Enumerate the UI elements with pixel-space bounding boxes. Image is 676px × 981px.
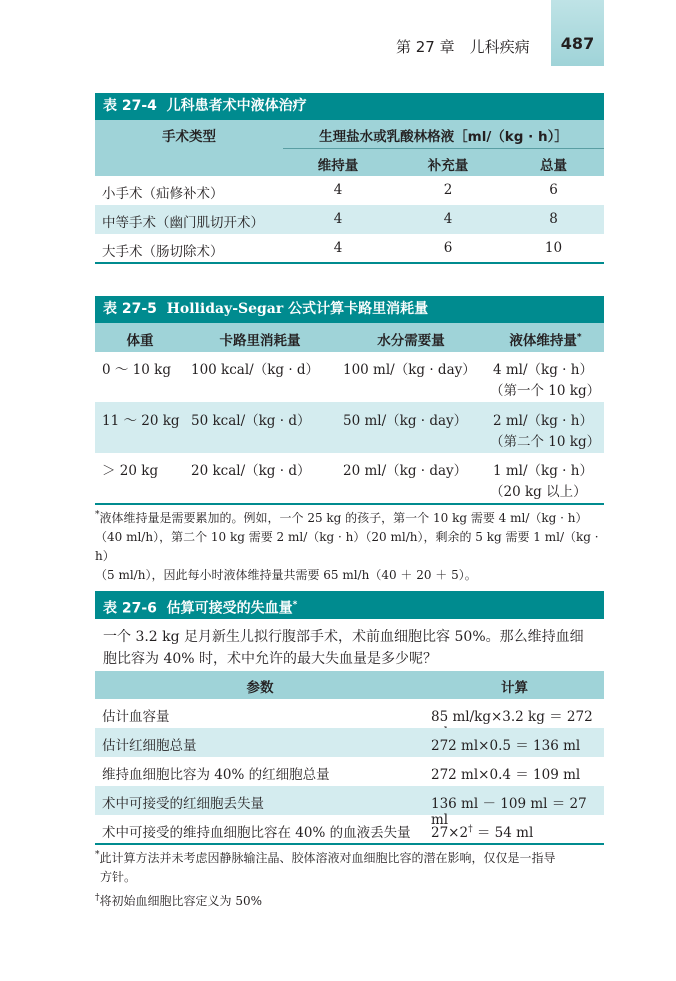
footnote-text: 此计算方法并未考虑因静脉输注晶、胶体溶液对血细胞比容的潜在影响，仅仅是一指导 (99, 851, 556, 865)
table-number: 表 27-4 (103, 98, 157, 114)
footnote-line (95, 889, 610, 911)
chapter-title: 第 27 章 儿科疾病 (396, 38, 530, 56)
cell-value: （20 kg 以上） (490, 484, 587, 500)
cell-value: 2 ml/（kg · h） (493, 413, 593, 429)
col-water: 水分需要量 (377, 333, 445, 349)
table-number: 表 27-6 (103, 600, 157, 617)
cell-value: 6 (443, 240, 453, 256)
col-parameter: 参数 (246, 680, 274, 696)
cell-value: 50 ml/（kg · day） (343, 413, 468, 429)
cell-value: 6 (549, 182, 558, 198)
table-row (95, 699, 604, 728)
col-weight: 体重 (126, 333, 154, 349)
footnote-line (95, 506, 610, 528)
row-label: 估计红细胞总量 (102, 738, 197, 754)
col-group-fluids: 生理盐水或乳酸林格液［ml/（kg · h）］ (319, 129, 568, 145)
footnote-line: （5 ml/h），因此每小时液体维持量共需要 65 ml/h（40 ＋ 20 ＋ 5）。 (95, 568, 477, 582)
cell-value: 85 ml/kg×3.2 kg ＝ 272 (431, 709, 593, 725)
footnote-mark: † (95, 893, 100, 903)
footnote-line: （40 ml/h），第二个 10 kg 需要 2 ml/（kg · h）（20 ml/h），剩余的 5 kg 需要 1 ml/（kg · h） (95, 530, 599, 563)
table-header (95, 120, 604, 176)
cell-value: 20 ml/（kg · day） (343, 463, 468, 479)
calc-part: 27×2 (431, 825, 469, 841)
cell-value: 4 (333, 240, 343, 256)
row-label: 小手术（疝修补术） (102, 186, 224, 202)
table-title-text: 公式计算卡路里消耗量 (288, 301, 429, 317)
table-number: 表 27-5 (103, 301, 157, 317)
table-27-6 (95, 591, 604, 845)
table-row (95, 402, 604, 453)
table-title (95, 591, 604, 619)
question-line: 一个 3.2 kg 足月新生儿拟行腹部手术，术前血细胞比容 50%。那么维持血细 (103, 629, 584, 645)
row-label: 11 ～ 20 kg (102, 413, 180, 429)
cell-value: 100 kcal/（kg · d） (191, 362, 320, 378)
page-number: 487 (560, 34, 595, 53)
row-label: ＞ 20 kg (102, 463, 159, 479)
cell-value: 4 (333, 211, 343, 227)
table-row (95, 352, 604, 402)
footnote-mark: † (468, 824, 473, 835)
footnote-line (95, 846, 610, 868)
footnote-text: 将初始血细胞比容定义为 50% (99, 894, 262, 908)
cell-value: （第一个 10 kg） (490, 383, 601, 399)
footnote-text: 液体维持量是需要累加的。例如，一个 25 kg 的孩子，第一个 10 kg 需要 4 ml/（kg · h） (99, 511, 588, 525)
col-calories: 卡路里消耗量 (219, 333, 301, 349)
table-title (95, 296, 604, 323)
cell-value: 4 (333, 182, 343, 198)
cell-value: 100 ml/（kg · day） (343, 362, 476, 378)
table-27-5-footnote (95, 506, 610, 585)
table-row (95, 176, 604, 205)
row-label: 术中可接受的维持血细胞比容在 40% 的血液丢失量 (102, 825, 411, 841)
table-row (95, 815, 604, 845)
table-title-text: 估算可接受的失血量 (166, 600, 293, 617)
col-replacement: 补充量 (427, 158, 469, 174)
footnote-mark: * (292, 600, 298, 610)
table-title-en: Holliday-Segar (166, 301, 284, 317)
col-calculation: 计算 (501, 680, 528, 696)
row-label: 0 ～ 10 kg (102, 362, 171, 378)
footnote-mark: * (95, 850, 100, 860)
row-label: 估计血容量 (102, 709, 170, 725)
cell-value: 272 ml×0.4 ＝ 109 ml (431, 767, 581, 783)
cell-value (431, 821, 533, 841)
table-title (95, 93, 604, 120)
col-surgery-type: 手术类型 (162, 129, 216, 145)
footnote-line: 方针。 (100, 870, 137, 884)
col-maintenance: 维持量 (317, 158, 359, 174)
page-header (0, 0, 676, 66)
table-27-5 (95, 296, 604, 505)
row-label: 维持血细胞比容为 40% 的红细胞总量 (102, 767, 330, 783)
table-title-text: 儿科患者术中液体治疗 (166, 98, 307, 114)
table-27-6-footnotes (95, 846, 610, 911)
table-row (95, 234, 604, 264)
cell-value: 1 ml/（kg · h） (493, 463, 593, 479)
col-fluid (487, 329, 604, 349)
col-fluid-label: 液体维持量 (509, 333, 577, 349)
cell-value: 136 ml － 109 ml ＝ 27 ml (431, 796, 587, 828)
cell-value: 10 (544, 240, 563, 256)
table-header (95, 671, 604, 699)
question-line: 胞比容为 40% 时，术中允许的最大失血量是多少呢？ (103, 651, 438, 667)
row-label: 大手术（肠切除术） (102, 244, 224, 260)
footnote-mark: * (95, 510, 100, 520)
footnote-mark: * (576, 332, 582, 343)
col-total: 总量 (540, 158, 567, 174)
row-label: 术中可接受的红细胞丢失量 (102, 796, 264, 812)
cell-value: 2 (443, 182, 453, 198)
page-number-tab (551, 0, 604, 66)
table-row (95, 205, 604, 234)
calc-part: ＝ 54 ml (472, 825, 534, 841)
table-question (95, 619, 604, 671)
table-27-4 (95, 93, 604, 264)
table-row (95, 453, 604, 505)
cell-value: 20 kcal/（kg · d） (191, 463, 311, 479)
cell-value: 4 (443, 211, 453, 227)
table-row (95, 786, 604, 828)
table-row (95, 757, 604, 786)
cell-value: 272 ml×0.5 ＝ 136 ml (431, 738, 581, 754)
table-header (95, 323, 604, 352)
cell-value: 50 kcal/（kg · d） (191, 413, 311, 429)
cell-value: （第二个 10 kg） (490, 434, 601, 450)
row-label: 中等手术（幽门肌切开术） (102, 215, 264, 231)
cell-value: 4 ml/（kg · h） (493, 362, 593, 378)
cell-value: 8 (549, 211, 558, 227)
table-row (95, 728, 604, 757)
